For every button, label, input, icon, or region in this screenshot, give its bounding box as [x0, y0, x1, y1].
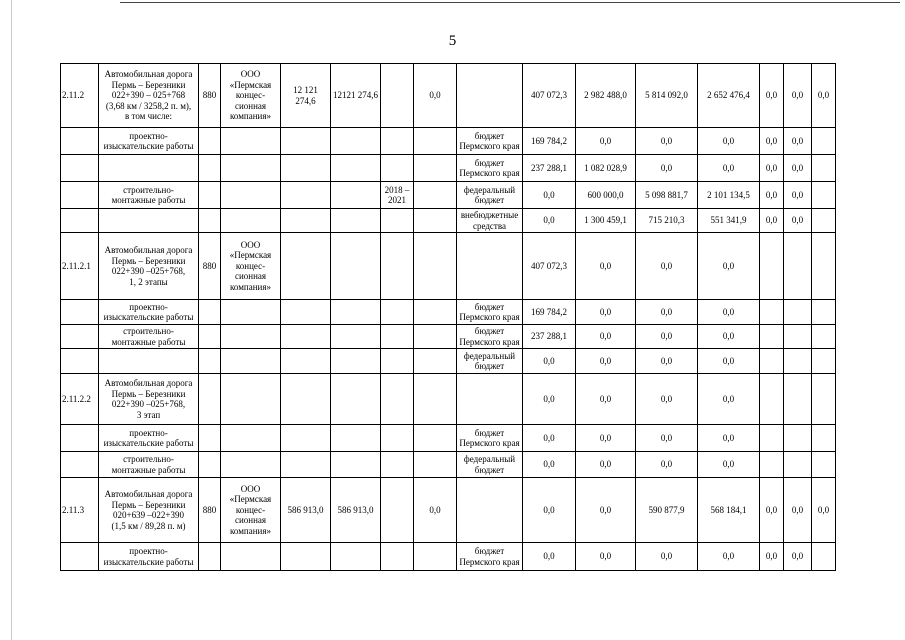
cell-amount-1: 237 288,1	[523, 325, 576, 349]
cell-source: федеральный бюджет	[457, 349, 523, 374]
cell-small-3	[812, 325, 836, 349]
cell-value-1	[414, 155, 457, 182]
cell-small-1: 0,0	[760, 209, 784, 233]
cell-amount-1: 0,0	[523, 478, 576, 543]
cell-code-880	[199, 349, 221, 374]
cell-value-1	[414, 209, 457, 233]
cell-period	[381, 128, 414, 155]
cell-total-cost	[281, 182, 331, 209]
cell-small-1: 0,0	[760, 182, 784, 209]
cell-code: 2.11.3	[61, 478, 99, 543]
cell-total-cost	[281, 233, 331, 300]
cell-cost-2	[331, 349, 381, 374]
cell-source: бюджет Пермского края	[457, 300, 523, 325]
cell-amount-1: 0,0	[523, 182, 576, 209]
cell-period	[381, 543, 414, 571]
cell-amount-2: 1 082 028,9	[576, 155, 636, 182]
cell-small-3	[812, 425, 836, 452]
cell-code: 2.11.2.1	[61, 233, 99, 300]
cell-name: строительно- монтажные работы	[99, 325, 199, 349]
cell-small-3	[812, 209, 836, 233]
cell-amount-2: 0,0	[576, 128, 636, 155]
cell-source	[457, 233, 523, 300]
cell-small-1	[760, 425, 784, 452]
cell-code	[61, 349, 99, 374]
table-row	[61, 182, 836, 209]
cell-amount-1: 169 784,2	[523, 300, 576, 325]
cell-amount-3: 0,0	[636, 425, 698, 452]
table-row	[61, 452, 836, 478]
cell-total-cost	[281, 209, 331, 233]
cell-source: федеральный бюджет	[457, 452, 523, 478]
cell-executor	[221, 425, 281, 452]
cell-small-2: 0,0	[784, 209, 812, 233]
cell-amount-4: 0,0	[698, 325, 760, 349]
cell-small-1	[760, 233, 784, 300]
cell-name: проектно- изыскательские работы	[99, 128, 199, 155]
cell-amount-2: 600 000,0	[576, 182, 636, 209]
cell-executor	[221, 543, 281, 571]
cell-name: проектно- изыскательские работы	[99, 300, 199, 325]
cell-executor	[221, 209, 281, 233]
cell-code-880	[199, 452, 221, 478]
cell-amount-1: 0,0	[523, 543, 576, 571]
cell-value-1: 0,0	[414, 478, 457, 543]
cell-code: 2.11.2.2	[61, 374, 99, 425]
cell-period	[381, 478, 414, 543]
cell-small-3	[812, 155, 836, 182]
cell-cost-2	[331, 209, 381, 233]
scan-top-line	[120, 2, 900, 3]
cell-small-2: 0,0	[784, 543, 812, 571]
cell-cost-2	[331, 452, 381, 478]
page-number: 5	[448, 33, 457, 49]
cell-amount-3: 0,0	[636, 349, 698, 374]
cell-code	[61, 425, 99, 452]
cell-period	[381, 325, 414, 349]
cell-executor	[221, 325, 281, 349]
cell-code-880	[199, 425, 221, 452]
cell-cost-2	[331, 300, 381, 325]
cell-cost-2	[331, 233, 381, 300]
cell-total-cost	[281, 155, 331, 182]
cell-executor	[221, 300, 281, 325]
cell-small-2: 0,0	[784, 182, 812, 209]
cell-total-cost	[281, 128, 331, 155]
cell-value-1: 0,0	[414, 64, 457, 128]
cell-executor	[221, 349, 281, 374]
cell-amount-1: 0,0	[523, 452, 576, 478]
cell-small-1: 0,0	[760, 128, 784, 155]
cell-amount-4: 0,0	[698, 374, 760, 425]
cell-total-cost	[281, 452, 331, 478]
cell-small-3	[812, 128, 836, 155]
cell-period	[381, 452, 414, 478]
cell-amount-1: 407 072,3	[523, 64, 576, 128]
cell-total-cost	[281, 325, 331, 349]
cell-name: Автомобильная дорога Пермь – Березники 020+639 –022+390 (1,5 км / 89,28 п. м)	[99, 478, 199, 543]
cell-name: Автомобильная дорога Пермь – Березники 022+390 – 025+768 (3,68 км / 3258,2 п. м), в том числе:	[99, 64, 199, 128]
cell-amount-1: 169 784,2	[523, 128, 576, 155]
cell-small-1: 0,0	[760, 478, 784, 543]
cell-source: бюджет Пермского края	[457, 128, 523, 155]
cell-amount-3: 0,0	[636, 300, 698, 325]
cell-value-1	[414, 182, 457, 209]
cell-amount-3: 5 098 881,7	[636, 182, 698, 209]
cell-small-3	[812, 300, 836, 325]
cell-amount-4: 2 101 134,5	[698, 182, 760, 209]
table-row	[61, 233, 836, 300]
cell-amount-2: 0,0	[576, 325, 636, 349]
cell-period	[381, 209, 414, 233]
cell-amount-3: 590 877,9	[636, 478, 698, 543]
cell-small-2	[784, 325, 812, 349]
cell-code-880	[199, 374, 221, 425]
cell-source: бюджет Пермского края	[457, 425, 523, 452]
cell-total-cost	[281, 349, 331, 374]
cell-code-880	[199, 543, 221, 571]
cell-small-1: 0,0	[760, 64, 784, 128]
cell-amount-3: 0,0	[636, 325, 698, 349]
table-row	[61, 300, 836, 325]
cell-amount-4: 2 652 476,4	[698, 64, 760, 128]
cell-code-880	[199, 182, 221, 209]
cell-source: бюджет Пермского края	[457, 155, 523, 182]
table-row	[61, 349, 836, 374]
cell-executor	[221, 452, 281, 478]
cell-small-2	[784, 300, 812, 325]
cell-source	[457, 64, 523, 128]
budget-table	[60, 63, 836, 571]
cell-amount-3: 715 210,3	[636, 209, 698, 233]
cell-small-1	[760, 452, 784, 478]
cell-code-880	[199, 209, 221, 233]
cell-code-880	[199, 325, 221, 349]
cell-small-2	[784, 452, 812, 478]
cell-value-1	[414, 543, 457, 571]
cell-name: строительно- монтажные работы	[99, 452, 199, 478]
cell-amount-4: 0,0	[698, 155, 760, 182]
cell-amount-3: 5 814 092,0	[636, 64, 698, 128]
cell-amount-3: 0,0	[636, 155, 698, 182]
cell-period	[381, 64, 414, 128]
cell-code-880	[199, 155, 221, 182]
cell-amount-3: 0,0	[636, 233, 698, 300]
cell-amount-2: 0,0	[576, 349, 636, 374]
cell-name: проектно- изыскательские работы	[99, 425, 199, 452]
cell-value-1	[414, 425, 457, 452]
cell-small-3: 0,0	[812, 478, 836, 543]
cell-executor	[221, 374, 281, 425]
cell-executor: ООО «Пермская концес- сионная компания»	[221, 478, 281, 543]
cell-small-2: 0,0	[784, 128, 812, 155]
cell-amount-4: 0,0	[698, 425, 760, 452]
cell-code-880: 880	[199, 64, 221, 128]
table-row	[61, 325, 836, 349]
cell-cost-2	[331, 182, 381, 209]
cell-amount-3: 0,0	[636, 128, 698, 155]
cell-amount-2: 0,0	[576, 374, 636, 425]
table-row	[61, 209, 836, 233]
cell-period	[381, 300, 414, 325]
cell-value-1	[414, 452, 457, 478]
cell-small-1	[760, 349, 784, 374]
cell-total-cost	[281, 425, 331, 452]
cell-name	[99, 155, 199, 182]
cell-amount-4: 0,0	[698, 452, 760, 478]
table-row	[61, 128, 836, 155]
table-row	[61, 478, 836, 543]
cell-value-1	[414, 300, 457, 325]
cell-amount-4: 0,0	[698, 543, 760, 571]
cell-small-3	[812, 452, 836, 478]
cell-code	[61, 128, 99, 155]
cell-cost-2: 586 913,0	[331, 478, 381, 543]
cell-cost-2	[331, 425, 381, 452]
cell-small-1	[760, 325, 784, 349]
cell-amount-4: 568 184,1	[698, 478, 760, 543]
cell-source: внебюджетные средства	[457, 209, 523, 233]
cell-name: Автомобильная дорога Пермь – Березники 022+390 –025+768, 3 этап	[99, 374, 199, 425]
cell-code	[61, 155, 99, 182]
cell-executor	[221, 128, 281, 155]
cell-period	[381, 425, 414, 452]
cell-code: 2.11.2	[61, 64, 99, 128]
cell-cost-2	[331, 325, 381, 349]
cell-name	[99, 349, 199, 374]
cell-small-2: 0,0	[784, 478, 812, 543]
cell-amount-1: 0,0	[523, 209, 576, 233]
cell-source	[457, 374, 523, 425]
cell-amount-3: 0,0	[636, 374, 698, 425]
table-row	[61, 155, 836, 182]
cell-small-2	[784, 349, 812, 374]
cell-code-880: 880	[199, 233, 221, 300]
cell-amount-1: 0,0	[523, 374, 576, 425]
cell-total-cost: 586 913,0	[281, 478, 331, 543]
cell-small-3	[812, 374, 836, 425]
cell-amount-1: 0,0	[523, 425, 576, 452]
cell-small-2	[784, 233, 812, 300]
scan-edge-line	[11, 0, 12, 640]
cell-small-3	[812, 349, 836, 374]
cell-period: 2018 – 2021	[381, 182, 414, 209]
cell-value-1	[414, 128, 457, 155]
cell-source: бюджет Пермского края	[457, 325, 523, 349]
cell-small-3	[812, 233, 836, 300]
cell-value-1	[414, 325, 457, 349]
cell-period	[381, 374, 414, 425]
cell-amount-1: 0,0	[523, 349, 576, 374]
cell-small-2	[784, 425, 812, 452]
cell-amount-4: 0,0	[698, 233, 760, 300]
table-row	[61, 543, 836, 571]
cell-amount-1: 407 072,3	[523, 233, 576, 300]
cell-small-1: 0,0	[760, 155, 784, 182]
cell-amount-2: 0,0	[576, 543, 636, 571]
cell-code	[61, 182, 99, 209]
cell-amount-2: 1 300 459,1	[576, 209, 636, 233]
cell-total-cost	[281, 543, 331, 571]
cell-name: Автомобильная дорога Пермь – Березники 022+390 –025+768, 1, 2 этапы	[99, 233, 199, 300]
cell-value-1	[414, 233, 457, 300]
cell-small-3	[812, 182, 836, 209]
cell-period	[381, 233, 414, 300]
table-row	[61, 374, 836, 425]
cell-source: бюджет Пермского края	[457, 543, 523, 571]
cell-code	[61, 325, 99, 349]
cell-total-cost	[281, 300, 331, 325]
cell-period	[381, 349, 414, 374]
cell-period	[381, 155, 414, 182]
cell-code-880	[199, 128, 221, 155]
cell-code	[61, 543, 99, 571]
cell-small-1	[760, 374, 784, 425]
cell-executor	[221, 155, 281, 182]
cell-total-cost: 12 121 274,6	[281, 64, 331, 128]
cell-cost-2: 12121 274,6	[331, 64, 381, 128]
cell-amount-2: 0,0	[576, 452, 636, 478]
cell-amount-2: 0,0	[576, 425, 636, 452]
cell-amount-2: 0,0	[576, 478, 636, 543]
cell-small-3	[812, 543, 836, 571]
cell-small-1: 0,0	[760, 543, 784, 571]
cell-cost-2	[331, 374, 381, 425]
cell-small-2: 0,0	[784, 155, 812, 182]
cell-amount-3: 0,0	[636, 543, 698, 571]
cell-amount-3: 0,0	[636, 452, 698, 478]
cell-amount-2: 2 982 488,0	[576, 64, 636, 128]
cell-amount-2: 0,0	[576, 233, 636, 300]
cell-name: строительно- монтажные работы	[99, 182, 199, 209]
cell-total-cost	[281, 374, 331, 425]
cell-cost-2	[331, 155, 381, 182]
cell-code-880: 880	[199, 478, 221, 543]
cell-executor: ООО «Пермская концес- сионная компания»	[221, 233, 281, 300]
cell-name: проектно- изыскательские работы	[99, 543, 199, 571]
cell-code	[61, 300, 99, 325]
cell-source: федеральный бюджет	[457, 182, 523, 209]
cell-executor	[221, 182, 281, 209]
cell-code	[61, 452, 99, 478]
cell-name	[99, 209, 199, 233]
cell-amount-1: 237 288,1	[523, 155, 576, 182]
cell-cost-2	[331, 128, 381, 155]
cell-amount-4: 0,0	[698, 349, 760, 374]
cell-small-1	[760, 300, 784, 325]
cell-amount-4: 0,0	[698, 300, 760, 325]
table-row	[61, 425, 836, 452]
cell-small-2: 0,0	[784, 64, 812, 128]
cell-code-880	[199, 300, 221, 325]
cell-small-2	[784, 374, 812, 425]
cell-source	[457, 478, 523, 543]
cell-value-1	[414, 349, 457, 374]
cell-value-1	[414, 374, 457, 425]
cell-executor: ООО «Пермская концес- сионная компания»	[221, 64, 281, 128]
cell-amount-4: 551 341,9	[698, 209, 760, 233]
cell-cost-2	[331, 543, 381, 571]
cell-amount-4: 0,0	[698, 128, 760, 155]
cell-code	[61, 209, 99, 233]
cell-amount-2: 0,0	[576, 300, 636, 325]
cell-small-3: 0,0	[812, 64, 836, 128]
table-row	[61, 64, 836, 128]
